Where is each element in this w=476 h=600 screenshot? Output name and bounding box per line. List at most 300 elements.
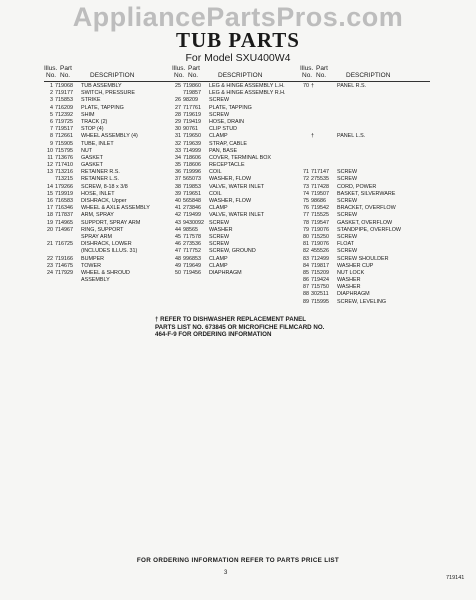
- part-number: 716583: [55, 198, 73, 204]
- part-number: 714965: [55, 219, 73, 226]
- part-description: SCREW: [209, 241, 230, 248]
- illus-number: 81: [303, 241, 309, 248]
- illus-number: 46: [175, 241, 181, 248]
- part-description: NUT: [81, 147, 93, 154]
- part-row: [300, 141, 430, 148]
- column-header: [44, 65, 172, 82]
- part-number: 719076: [311, 226, 329, 233]
- header-part-no: No.: [316, 72, 327, 79]
- document-number: 719141: [446, 575, 465, 581]
- part-row: [44, 169, 172, 176]
- part-row: [172, 148, 300, 155]
- part-description: COVER, TERMINAL BOX: [209, 154, 272, 161]
- illus-number: 89: [303, 298, 309, 305]
- illus-number: 3: [50, 97, 53, 104]
- part-number: 273846: [183, 205, 201, 212]
- part-number: 9430092: [183, 219, 204, 226]
- part-number: 717578: [183, 233, 201, 240]
- part-row: [172, 155, 300, 162]
- illus-number: 72: [303, 176, 309, 183]
- part-row: [172, 205, 300, 212]
- part-description: RETAINER R.S.: [81, 169, 120, 176]
- part-number: 719619: [183, 111, 201, 118]
- part-number: 717837: [55, 212, 73, 219]
- part-row: [172, 112, 300, 119]
- part-row: [300, 148, 430, 155]
- illus-number: 21: [47, 241, 53, 248]
- part-number: 714967: [55, 226, 73, 233]
- illus-number: 77: [303, 212, 309, 219]
- part-number: 90761: [183, 126, 198, 133]
- header-part: Part: [188, 65, 200, 72]
- part-description: STRAP, CABLE: [209, 140, 247, 147]
- part-row: [172, 248, 300, 255]
- illus-number: 7: [50, 126, 53, 133]
- part-description: SUPPORT, SPRAY ARM: [81, 219, 141, 226]
- illus-number: 11: [47, 154, 53, 161]
- part-row: [172, 141, 300, 148]
- part-row: [300, 90, 430, 97]
- part-number: 719639: [183, 140, 201, 147]
- page-footer: FOR ORDERING INFORMATION REFER TO PARTS PRICE LIST: [136, 557, 340, 564]
- part-row: [300, 162, 430, 169]
- part-number: 98565: [183, 226, 198, 233]
- part-number: 719919: [55, 190, 73, 197]
- part-number: 719499: [183, 212, 201, 219]
- illus-number: 49: [175, 262, 181, 269]
- part-description: CLAMP: [209, 255, 228, 262]
- header-part: Part: [316, 65, 328, 72]
- illus-number: 47: [175, 248, 181, 255]
- part-row: [172, 119, 300, 126]
- part-row: [44, 148, 172, 155]
- part-row: [300, 112, 430, 119]
- header-description: DESCRIPTION: [90, 72, 135, 79]
- part-description: GASKET: [81, 154, 103, 161]
- part-number: 719547: [311, 219, 329, 226]
- part-description: SCREW, LEVELING: [337, 298, 387, 305]
- part-number: 719817: [311, 262, 329, 269]
- illus-number: 14: [47, 183, 53, 190]
- illus-number: 71: [303, 169, 309, 176]
- part-description: SCREW: [209, 97, 230, 104]
- part-description: HOSE, DRAIN: [209, 118, 245, 125]
- illus-number: 48: [175, 255, 181, 262]
- illus-number: 74: [303, 190, 309, 197]
- part-row: [172, 241, 300, 248]
- part-number: 712661: [55, 133, 73, 140]
- part-description: WHEEL & AXLE ASSEMBLY: [81, 205, 150, 212]
- illus-number: 34: [175, 154, 181, 161]
- page-number: 3: [224, 570, 228, 576]
- part-description: WASHER CUP: [337, 262, 374, 269]
- part-description: LEG & HINGE ASSEMBLY L.H.: [209, 83, 285, 89]
- part-description: PLATE, TAPPING: [81, 104, 124, 111]
- part-number: 712499: [311, 255, 329, 262]
- part-description: DIAPHRAGM: [209, 269, 242, 276]
- part-description: BASKET, SILVERWARE: [337, 190, 396, 197]
- part-row: [44, 112, 172, 119]
- part-number: 719725: [55, 118, 73, 125]
- part-row: [44, 133, 172, 140]
- part-number: 719517: [55, 126, 73, 133]
- part-number: 719507: [311, 190, 329, 197]
- illus-number: 84: [303, 262, 309, 269]
- illus-number: 83: [303, 255, 309, 262]
- part-row: [172, 191, 300, 198]
- illus-number: 82: [303, 248, 309, 255]
- part-number: 273536: [183, 241, 201, 248]
- part-number: 713215: [55, 176, 73, 183]
- illus-number: 73: [303, 183, 309, 190]
- part-description: LEG & HINGE ASSEMBLY R.H.: [209, 90, 286, 97]
- illus-number: 22: [47, 255, 53, 262]
- part-description: SCREW: [337, 198, 358, 204]
- part-number: 712392: [55, 111, 73, 118]
- part-row: [44, 184, 172, 191]
- illus-number: 16: [47, 198, 53, 204]
- part-description: STOP (4): [81, 126, 104, 133]
- part-row: [44, 162, 172, 169]
- part-row: [300, 83, 430, 90]
- part-description: NUT LOCK: [337, 269, 365, 276]
- part-description: COIL: [209, 169, 222, 176]
- header-part-no: No.: [188, 72, 199, 79]
- part-row: [300, 191, 430, 198]
- parts-column-2: [172, 65, 300, 277]
- part-description: STRIKE: [81, 97, 101, 104]
- part-number: 716209: [55, 104, 73, 111]
- part-row: [44, 227, 172, 234]
- part-description: WASHER: [209, 226, 233, 233]
- header-no: No.: [302, 72, 313, 79]
- illus-number: 70: [303, 83, 309, 89]
- illus-number: 15: [47, 190, 53, 197]
- part-number: 719424: [311, 277, 329, 284]
- illus-number: 50: [175, 269, 181, 276]
- part-row: [300, 126, 430, 133]
- part-number: 715795: [55, 147, 73, 154]
- part-number: 717147: [311, 169, 329, 176]
- part-description: SHIM: [81, 111, 95, 118]
- part-description: DISHRACK, Upper: [81, 198, 127, 204]
- part-row: [44, 97, 172, 104]
- part-row: [44, 90, 172, 97]
- part-description: PAN, BASE: [209, 147, 238, 154]
- part-description: VALVE, WATER INLET: [209, 183, 265, 190]
- part-row: [300, 97, 430, 104]
- part-row: [172, 234, 300, 241]
- part-description: BRACKET, OVERFLOW: [337, 205, 396, 212]
- part-number: 719068: [55, 83, 73, 89]
- part-row: [44, 234, 172, 241]
- part-row: [300, 241, 430, 248]
- part-number: 98686: [311, 198, 326, 204]
- part-number: 716725: [55, 241, 73, 248]
- part-description: SCREW: [337, 176, 358, 183]
- part-number: 719166: [55, 255, 73, 262]
- part-number: 715209: [311, 269, 329, 276]
- part-number: 718606: [183, 162, 201, 169]
- part-number: 715853: [55, 97, 73, 104]
- part-row: [44, 205, 172, 212]
- part-number: 179266: [55, 183, 73, 190]
- part-description: CLAMP: [209, 205, 228, 212]
- part-row: [300, 205, 430, 212]
- part-row: [172, 220, 300, 227]
- part-description: ASSEMBLY: [81, 277, 110, 284]
- part-description: SCREW: [337, 233, 358, 240]
- part-number: 98209: [183, 97, 198, 104]
- illus-number: 37: [175, 176, 181, 183]
- illus-number: 12: [47, 162, 53, 169]
- part-row: [300, 184, 430, 191]
- illus-number: 10: [47, 147, 53, 154]
- part-description: STANDPIPE, OVERFLOW: [337, 226, 401, 233]
- part-description: (INCLUDES ILLUS. 31): [81, 248, 138, 255]
- part-row: [44, 248, 172, 255]
- part-number: 719860: [183, 83, 201, 89]
- part-row: [300, 227, 430, 234]
- part-number: 717761: [183, 104, 201, 111]
- illus-number: 28: [175, 111, 181, 118]
- part-description: CLAMP: [209, 133, 228, 140]
- illus-number: 44: [175, 226, 181, 233]
- part-row: [300, 299, 430, 306]
- part-description: PANEL R.S.: [337, 83, 367, 89]
- part-description: COIL: [209, 190, 222, 197]
- part-number: 455526: [311, 248, 329, 255]
- part-description: SCREW: [209, 219, 230, 226]
- part-description: WASHER: [337, 277, 361, 284]
- part-description: SCREW: [209, 111, 230, 118]
- part-number: 302511: [311, 291, 329, 298]
- part-description: SCREW: [337, 169, 358, 176]
- part-number: 719419: [183, 118, 201, 125]
- part-description: DISHRACK, LOWER: [81, 241, 132, 248]
- part-row: [44, 212, 172, 219]
- part-description: SPRAY ARM: [81, 233, 112, 240]
- illus-number: 39: [175, 190, 181, 197]
- illus-number: 35: [175, 162, 181, 169]
- illus-number: 5: [50, 111, 53, 118]
- part-row: [172, 162, 300, 169]
- part-description: WASHER, FLOW: [209, 198, 252, 204]
- illus-number: 76: [303, 205, 309, 212]
- part-number: 719651: [183, 190, 201, 197]
- part-number: 565073: [183, 176, 201, 183]
- part-row: [300, 176, 430, 183]
- part-number: 719177: [55, 90, 73, 97]
- part-description: PLATE, TAPPING: [209, 104, 252, 111]
- part-row: [44, 220, 172, 227]
- part-description: TUBE, INLET: [81, 140, 114, 147]
- illus-number: 79: [303, 226, 309, 233]
- illus-number: 75: [303, 198, 309, 204]
- part-row: [172, 270, 300, 277]
- part-number: 713676: [55, 154, 73, 161]
- part-row: [300, 212, 430, 219]
- part-description: RING, SUPPORT: [81, 226, 124, 233]
- part-description: VALVE, WATER INLET: [209, 212, 265, 219]
- part-number: 717428: [311, 183, 329, 190]
- part-number: 719649: [183, 262, 201, 269]
- part-number: 714999: [183, 147, 201, 154]
- part-description: CLAMP: [209, 262, 228, 269]
- header-no: No.: [174, 72, 185, 79]
- part-number: 715995: [311, 298, 329, 305]
- site-watermark: AppliancePartsPros.com: [72, 2, 404, 32]
- part-number: 275535: [311, 176, 329, 183]
- illus-number: 4: [50, 104, 53, 111]
- illus-number: 6: [50, 118, 53, 125]
- part-description: SCREW: [209, 233, 230, 240]
- illus-number: 78: [303, 219, 309, 226]
- illus-number: 1: [50, 83, 53, 89]
- header-part: Part: [60, 65, 72, 72]
- illus-number: 85: [303, 269, 309, 276]
- part-row: [172, 176, 300, 183]
- part-row: [300, 105, 430, 112]
- part-row: [44, 155, 172, 162]
- part-row: [172, 212, 300, 219]
- part-row: [44, 198, 172, 205]
- part-description: FLOAT: [337, 241, 354, 248]
- part-row: [300, 263, 430, 270]
- illus-number: 31: [175, 133, 181, 140]
- part-row: [300, 133, 430, 140]
- illus-number: 41: [175, 205, 181, 212]
- part-row: [300, 284, 430, 291]
- part-row: [172, 256, 300, 263]
- part-row: [300, 220, 430, 227]
- part-row: [172, 97, 300, 104]
- header-illus: Illus.: [44, 65, 58, 72]
- part-row: [172, 133, 300, 140]
- part-description: WHEEL & SHROUD: [81, 269, 130, 276]
- illus-number: 27: [175, 104, 181, 111]
- part-row: [300, 234, 430, 241]
- part-row: [300, 155, 430, 162]
- part-description: BUMPER: [81, 255, 105, 262]
- illus-number: 19: [47, 219, 53, 226]
- part-number: 719857: [183, 90, 201, 97]
- part-row: [44, 105, 172, 112]
- part-row: [172, 184, 300, 191]
- part-description: SCREW SHOULDER: [337, 255, 389, 262]
- part-number: 717410: [55, 162, 73, 169]
- part-row: [172, 263, 300, 270]
- page-subtitle: For Model SXU400W4: [185, 52, 291, 64]
- illus-number: 30: [175, 126, 181, 133]
- part-number: †: [311, 83, 314, 89]
- part-description: SCREW, 8-18 x 3/8: [81, 183, 128, 190]
- part-number: 715525: [311, 212, 329, 219]
- illus-number: 88: [303, 291, 309, 298]
- part-description: CORD, POWER: [337, 183, 377, 190]
- part-description: RETAINER L.S.: [81, 176, 119, 183]
- part-number: 713216: [55, 169, 73, 176]
- part-row: [44, 176, 172, 183]
- illus-number: 87: [303, 284, 309, 291]
- part-description: ARM, SPRAY: [81, 212, 114, 219]
- ordering-note: † REFER TO DISHWASHER REPLACEMENT PANEL PARTS LIST NO. 673845 OR MICROFICHE FILMCARD NO. 464-F-9 FOR ORDERING INFORMATION: [155, 316, 325, 339]
- part-description: CLIP STUD: [209, 126, 238, 133]
- part-number: 719996: [183, 169, 201, 176]
- part-number: †: [311, 133, 314, 140]
- illus-number: 8: [50, 133, 53, 140]
- parts-column-3: [300, 65, 430, 306]
- part-description: GASKET, OVERFLOW: [337, 219, 393, 226]
- part-description: RECEPTACLE: [209, 162, 245, 169]
- illus-number: 20: [47, 226, 53, 233]
- part-row: [172, 169, 300, 176]
- part-description: TRACK (2): [81, 118, 108, 125]
- part-description: TUB ASSEMBLY: [81, 83, 122, 89]
- illus-number: 17: [47, 205, 53, 212]
- header-illus: Illus.: [172, 65, 186, 72]
- column-header: [172, 65, 300, 82]
- illus-number: 38: [175, 183, 181, 190]
- part-description: WASHER: [337, 284, 361, 291]
- part-description: TOWER: [81, 262, 101, 269]
- part-row: [44, 119, 172, 126]
- header-no: No.: [46, 72, 57, 79]
- illus-number: 80: [303, 233, 309, 240]
- header-description: DESCRIPTION: [218, 72, 263, 79]
- part-row: [300, 256, 430, 263]
- part-row: [300, 198, 430, 205]
- illus-number: 24: [47, 269, 53, 276]
- part-row: [44, 126, 172, 133]
- illus-number: 33: [175, 147, 181, 154]
- page-title: TUB PARTS: [176, 28, 300, 52]
- column-header: [300, 65, 430, 82]
- part-row: [44, 277, 172, 284]
- illus-number: 23: [47, 262, 53, 269]
- part-number: 719456: [183, 269, 201, 276]
- part-description: PANEL L.S.: [337, 133, 366, 140]
- part-description: SCREW: [337, 248, 358, 255]
- part-number: 719650: [183, 133, 201, 140]
- illus-number: 86: [303, 277, 309, 284]
- part-number: 717929: [55, 269, 73, 276]
- part-number: 715750: [311, 284, 329, 291]
- part-row: [172, 105, 300, 112]
- part-description: WASHER, FLOW: [209, 176, 252, 183]
- part-row: [300, 291, 430, 298]
- illus-number: 13: [47, 169, 53, 176]
- part-row: [44, 256, 172, 263]
- parts-column-1: [44, 65, 172, 284]
- illus-number: 2: [50, 90, 53, 97]
- part-row: [44, 270, 172, 277]
- part-number: 718606: [183, 154, 201, 161]
- part-number: 719853: [183, 183, 201, 190]
- header-description: DESCRIPTION: [346, 72, 391, 79]
- part-description: GASKET: [81, 162, 103, 169]
- part-number: 717752: [183, 248, 201, 255]
- part-description: SWITCH, PRESSURE: [81, 90, 135, 97]
- part-number: 719076: [311, 241, 329, 248]
- illus-number: 9: [50, 140, 53, 147]
- part-number: 715905: [55, 140, 73, 147]
- part-description: SCREW: [337, 212, 358, 219]
- part-row: [172, 227, 300, 234]
- part-number: 565848: [183, 198, 201, 204]
- illus-number: 40: [175, 198, 181, 204]
- part-description: SCREW, GROUND: [209, 248, 256, 255]
